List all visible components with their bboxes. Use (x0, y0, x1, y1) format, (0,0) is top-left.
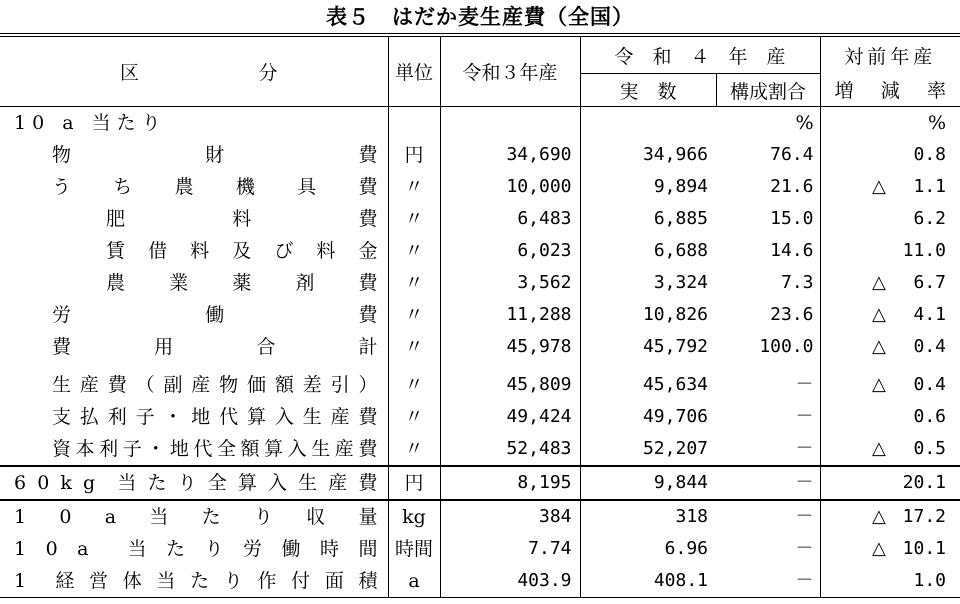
row-change: 20.1 (820, 466, 960, 500)
header-r4-actual: 実 数 (580, 74, 716, 107)
table-row (0, 139, 960, 171)
row-ratio: － (716, 401, 820, 433)
header-change-top-text: 対前年産 (844, 45, 937, 68)
row-label: 1 0 a 当 た り 労 働 時 間 (0, 533, 388, 565)
row-label: 賃 借 料 及 び 料 金 (0, 235, 388, 267)
row-label: 1 経 営 体 当 た り 作 付 面 積 (0, 565, 388, 598)
row-unit: 〃 (388, 363, 440, 401)
row-r3-value: 384 (440, 500, 580, 533)
row-r3-value: 3,562 (440, 267, 580, 299)
row-r3-value: 45,809 (440, 363, 580, 401)
row-r3-value: 6,023 (440, 235, 580, 267)
row-ratio: － (716, 433, 820, 466)
row-ratio: － (716, 533, 820, 565)
table-row (0, 203, 960, 235)
row-change: 1.0 (820, 565, 960, 598)
row-unit: 円 (388, 466, 440, 500)
production-cost-table (0, 33, 960, 598)
row-change: △ 0.5 (820, 433, 960, 466)
header-category (0, 35, 388, 107)
decrease-triangle-icon: △ (872, 304, 886, 325)
table-row (0, 466, 960, 500)
row-r4-value: 318 (675, 506, 708, 527)
row-r3-value: 34,690 (440, 139, 580, 171)
row-unit: a (388, 565, 440, 598)
header-change-top (820, 35, 960, 74)
row-ratio: － (716, 565, 820, 598)
decrease-triangle-icon: △ (872, 176, 886, 197)
header-change-bottom-1: 増 (834, 80, 854, 103)
row-change: 6.2 (913, 208, 947, 229)
decrease-triangle-icon: △ (872, 336, 886, 357)
row-unit: 時間 (388, 533, 440, 565)
header-category-2: 分 (258, 62, 278, 84)
row-change: △ 6.7 (820, 267, 960, 299)
row-ratio: 21.6 (716, 171, 820, 203)
table-row (0, 363, 960, 401)
table-row (0, 299, 960, 331)
decrease-triangle-icon: △ (872, 538, 886, 559)
row-label: 物 財 費 (0, 139, 388, 171)
row-label-60kg: 6 0 k g 当 た り 全 算 入 生 産 費 (0, 466, 388, 500)
row-unit: 〃 (388, 267, 440, 299)
row-ratio: 76.4 (716, 139, 820, 171)
row-r4-value: 6.96 (664, 538, 708, 559)
row-ratio: 15.0 (716, 203, 820, 235)
row-r3-value: 52,483 (440, 433, 580, 466)
row-r3-value: 45,978 (440, 331, 580, 363)
row-label: 農 業 薬 剤 費 (0, 267, 388, 299)
row-r3-value: 7.74 (440, 533, 580, 565)
row-ratio: － (716, 466, 820, 500)
header-unit: 単位 (388, 35, 440, 107)
table-row (0, 433, 960, 466)
decrease-triangle-icon: △ (872, 272, 886, 293)
row-unit: 〃 (388, 433, 440, 466)
row-unit: kg (388, 500, 440, 533)
row-unit: 〃 (388, 331, 440, 363)
row-label: 費 用 合 計 (0, 331, 388, 363)
row-change: △ 1.1 (820, 171, 960, 203)
row-r4-value: 6,885 (653, 208, 708, 229)
row-label: う ち 農 機 具 費 (0, 171, 388, 203)
row-change: 0.6 (913, 406, 947, 427)
row-ratio: 23.6 (716, 299, 820, 331)
header-category-1: 区 (120, 62, 140, 84)
row-r4-value: 9,844 (580, 466, 716, 500)
ratio-unit: % (716, 107, 820, 140)
row-ratio: 100.0 (716, 331, 820, 363)
row-label: 資 本 利 子 ・ 地 代 全 額 算 入 生 産 費 (0, 433, 388, 466)
row-r4-value: 52,207 (580, 433, 716, 466)
decrease-triangle-icon: △ (872, 506, 886, 527)
row-r3-value: 403.9 (440, 565, 580, 598)
header-change-bottom (820, 74, 960, 107)
table-title: 表５ はだか麦生産費（全国） (326, 5, 634, 29)
row-r3-value: 49,424 (440, 401, 580, 433)
table-row (0, 401, 960, 433)
row-label: 肥 料 費 (0, 203, 388, 235)
change-unit: % (927, 112, 947, 134)
row-change: △ 17.2 (820, 500, 960, 533)
row-r4-value: 45,634 (642, 374, 708, 395)
row-r3-value: 6,483 (440, 203, 580, 235)
row-change: △ 0.4 (820, 331, 960, 363)
section-header-row (0, 107, 960, 140)
row-change: 11.0 (902, 240, 947, 261)
section-label: 10 a 当たり (0, 107, 388, 140)
row-ratio: 14.6 (716, 235, 820, 267)
header-change-bottom-3: 率 (926, 80, 946, 103)
row-r3-value: 10,000 (440, 171, 580, 203)
header-r4-group: 令 和 ４ 年 産 (580, 35, 820, 74)
table-row (0, 500, 960, 533)
row-unit: 〃 (388, 203, 440, 235)
row-label: 生 産 費 （ 副 産 物 価 額 差 引 ） (0, 363, 388, 401)
row-label: 支 払 利 子 ・ 地 代 算 入 生 産 費 (0, 401, 388, 433)
row-change: 0.8 (913, 144, 947, 165)
row-r4-value: 6,688 (653, 240, 708, 261)
row-r4-value: 34,966 (642, 144, 708, 165)
header-change-bottom-2: 減 (880, 80, 900, 103)
row-r3-value: 8,195 (440, 466, 580, 500)
row-unit: 円 (388, 139, 440, 171)
row-r3-value: 11,288 (440, 299, 580, 331)
header-r3: 令和３年産 (440, 35, 580, 107)
row-ratio: － (716, 363, 820, 401)
decrease-triangle-icon: △ (872, 438, 886, 459)
table-row (0, 267, 960, 299)
table-row (0, 565, 960, 598)
row-unit: 〃 (388, 171, 440, 203)
row-r4-value: 3,324 (653, 272, 708, 293)
row-unit: 〃 (388, 235, 440, 267)
row-change: △ 4.1 (820, 299, 960, 331)
row-change: △ 0.4 (820, 363, 960, 401)
row-change: △ 10.1 (820, 533, 960, 565)
table-row (0, 331, 960, 363)
table-row (0, 533, 960, 565)
row-ratio: 7.3 (716, 267, 820, 299)
row-ratio: － (716, 500, 820, 533)
row-r4-value: 49,706 (642, 406, 708, 427)
table-row (0, 235, 960, 267)
table-row (0, 171, 960, 203)
row-r4-value: 408.1 (580, 565, 716, 598)
row-label: 1 0 a 当 た り 収 量 (0, 500, 388, 533)
row-r4-value: 10,826 (642, 304, 708, 325)
row-unit: 〃 (388, 401, 440, 433)
header-r4-ratio: 構成割合 (716, 74, 820, 107)
row-unit: 〃 (388, 299, 440, 331)
row-label: 労 働 費 (0, 299, 388, 331)
row-r4-value: 9,894 (653, 176, 708, 197)
row-r4-value: 45,792 (642, 336, 708, 357)
decrease-triangle-icon: △ (872, 374, 886, 395)
